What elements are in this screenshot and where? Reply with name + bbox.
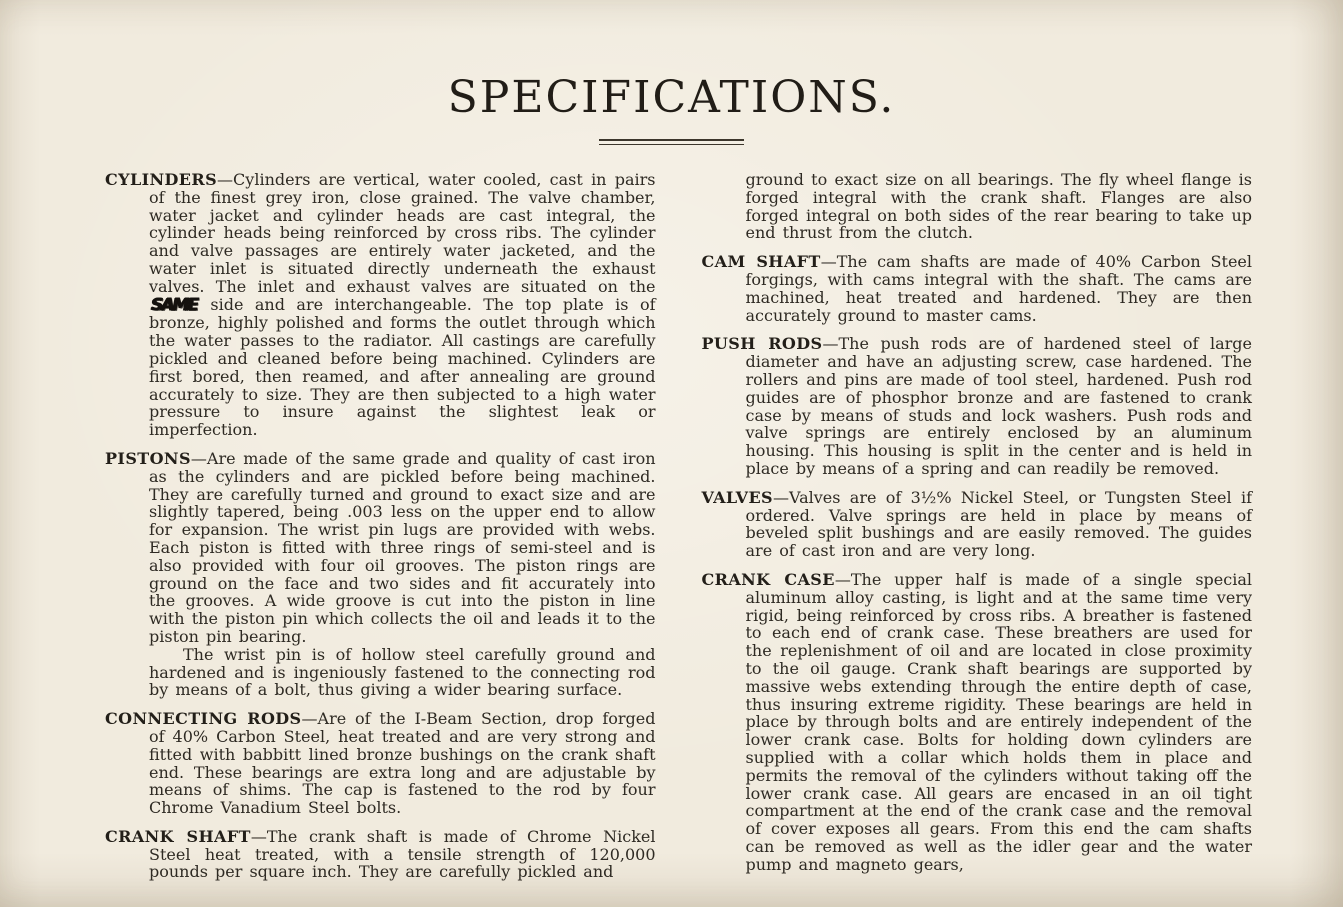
entry-heading-crank-shaft: CRANK SHAFT: [105, 826, 251, 846]
spec-entry-pistons-wrist-pin: [105, 646, 656, 699]
crank-case-body: The upper half is made of a single special aluminum alloy casting, is light and at the same time very rigid, being reinforced by cross ribs. A breather is fastened to each end of crank case. These breathers are used for the replenishment of oil and are located in close proximity to the oil gauge. Crank shaft bearings are supported by massive webs extending through the entire depth of case, thus insuring extreme rigidity. These bearings are held in place by through bolts and are entirely independent of the lower crank case. Bolts for holding down cylinders are supplied with a collar which holds them in place and permits the removal of the cylinders without taking off the lower crank case. All gears are encased in an oil tight compartment at the end of the crank case and the removal of cover exposes all gears. From this end the cam shafts can be removed as well as the idler gear and the water pump and magneto gears,: [745, 569, 1252, 874]
entry-heading-pistons: PISTONS: [105, 448, 191, 468]
spec-entry-pistons: [105, 450, 656, 646]
cylinders-body-after: side and are interchangeable. The top plate is of bronze, highly polished and forms the outlet through which the water passes to the radiator. All castings are carefully pickled and cleaned before being machined. Cylinders are first bored, then reamed, and after annealing are ground accurately to size. They are then subjected to a high water pressure to insure against the slightest leak or imperfection.: [149, 294, 656, 440]
cam-shaft-body: The cam shafts are made of 40% Carbon Steel forgings, with cams integral with the shaft. The cams are machined, heat treated and hardened. They are then accurately ground to master cams.: [745, 252, 1253, 325]
heading-dash: —: [250, 826, 267, 846]
spec-entry-valves: [702, 489, 1253, 560]
spec-entry-connecting-rods: [105, 710, 656, 817]
heading-dash: —: [822, 334, 839, 354]
entry-heading-valves: VALVES: [701, 487, 774, 507]
spec-entry-crank-shaft: [105, 828, 656, 881]
heading-dash: —: [773, 487, 790, 507]
spec-entry-crank-shaft-continued: [702, 171, 1253, 242]
connecting-rods-body: Are of the I-Beam Section, drop forged of 40% Carbon Steel, heat treated and are very strong and fitted with babbitt lined bronze bushings on the crank shaft end. These bearings are extra long and are adjustable by means of shims. The cap is fastened to the rod by four Chrome Vanadium Steel bolts.: [149, 709, 656, 818]
page-title: SPECIFICATIONS.: [447, 72, 896, 123]
heading-dash: —: [834, 569, 851, 589]
pistons-body-continued: The wrist pin is of hollow steel carefully ground and hardened and is ingeniously fastened to the connecting rod by means of a bolt, thus giving a wider bearing surface.: [149, 644, 656, 700]
spec-entry-cylinders: [105, 171, 656, 439]
crank-shaft-body-continued: ground to exact size on all bearings. The fly wheel flange is forged integral with the crank shaft. Flanges are also forged integral on both sides of the rear bearing to take up end thrust from the clutch.: [745, 170, 1252, 243]
entry-heading-connecting-rods: CONNECTING RODS: [105, 709, 302, 729]
entry-heading-cam-shaft: CAM SHAFT: [701, 252, 821, 272]
two-column-layout: [0, 145, 1343, 892]
spec-entry-cam-shaft: [702, 253, 1253, 324]
handwritten-correction: SAME: [151, 294, 197, 315]
pistons-body: Are made of the same grade and quality of cast iron as the cylinders and are pickled before being machined. They are carefully turned and ground to exact size and are slightly tapered, being .003 less on the upper end to allow for expansion. The wrist pin lugs are provided with webs. Each piston is fitted with three rings of semi-steel and is also provided with four oil grooves. The piston rings are ground on the face and two sides and fit accurately into the grooves. A wide groove is cut into the piston in line with the piston pin which collects the oil and leads it to the piston pin bearing.: [149, 448, 656, 646]
entry-heading-push-rods: PUSH RODS: [701, 334, 823, 354]
cylinders-body-before: Cylinders are vertical, water cooled, cast in pairs of the finest grey iron, close grained. The valve chamber, water jacket and cylinder heads are cast integral, the cylinder heads being reinforced by cross ribs. The cylinder and valve passages are entirely water jacketed, and the water inlet is situated directly underneath the exhaust valves. The inlet and exhaust valves are situated on the: [149, 170, 656, 296]
right-column: [702, 171, 1253, 892]
valves-body: Valves are of 3½% Nickel Steel, or Tungsten Steel if ordered. Valve springs are held in place by means of beveled split bushings and are easily removed. The guides are of cast iron and are very long.: [745, 487, 1252, 561]
left-column: [105, 171, 656, 892]
spec-entry-push-rods: [702, 335, 1253, 477]
push-rods-body: The push rods are of hardened steel of large diameter and have an adjusting screw, case hardened. The rollers and pins are made of tool steel, hardened. Push rod guides are of phosphor bronze and are fastened to crank case by means of studs and lock washers. Push rods and valve springs are entirely enclosed by an aluminum housing. This housing is split in the center and is held in place by means of a spring and can readily be removed.: [745, 334, 1252, 478]
heading-dash: —: [217, 170, 234, 189]
entry-heading-crank-case: CRANK CASE: [701, 569, 835, 589]
heading-dash: —: [301, 709, 318, 729]
heading-dash: —: [190, 448, 207, 468]
spec-entry-crank-case: [702, 571, 1253, 874]
crank-shaft-body: The crank shaft is made of Chrome Nickel Steel heat treated, with a tensile strength of 120,000 pounds per square inch. They are carefully pickled and: [149, 826, 656, 882]
entry-heading-cylinders: CYLINDERS: [105, 170, 218, 189]
heading-dash: —: [820, 252, 837, 272]
